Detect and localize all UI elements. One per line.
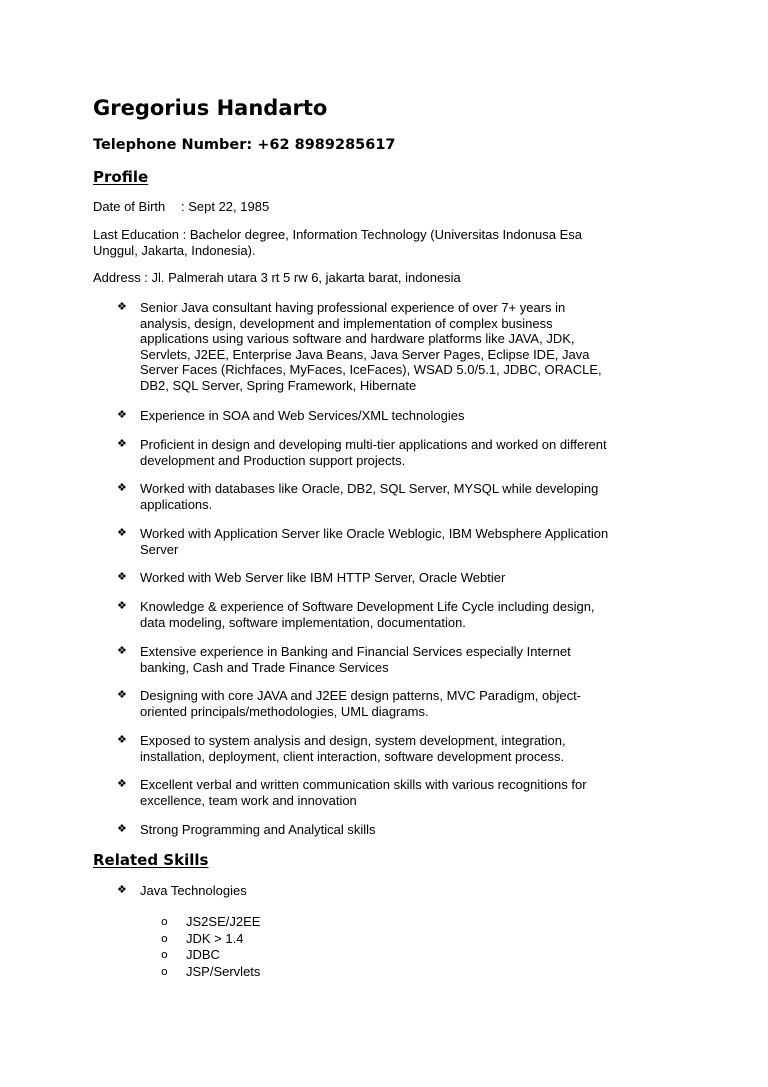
bullet-text-line: Proficient in design and developing multi-tier applications and worked on different (140, 437, 607, 452)
profile-bullet (117, 526, 675, 557)
bullet-text-line: Worked with Web Server like IBM HTTP Server, Oracle Webtier (140, 570, 506, 585)
diamond-bullet-icon: ❖ (117, 438, 127, 450)
diamond-bullet-icon: ❖ (117, 409, 127, 421)
bullet-text-line: Server (140, 541, 179, 557)
diamond-bullet-icon: ❖ (117, 600, 127, 612)
last-education (93, 227, 663, 259)
skill-item-label: JSP/Servlets (186, 964, 261, 980)
dob-value: : Sept 22, 1985 (181, 199, 270, 214)
date-of-birth (93, 199, 663, 215)
skill-item (161, 947, 486, 964)
skill-category-label: Java Technologies (140, 883, 247, 898)
diamond-bullet-icon: ❖ (117, 778, 127, 790)
bullet-text-line: excellence, team work and innovation (140, 792, 357, 808)
profile-bullet (117, 644, 675, 675)
diamond-bullet-icon: ❖ (117, 734, 127, 746)
bullet-text-line: Excellent verbal and written communication skills with various recognitions for (140, 777, 587, 792)
circle-bullet-icon: o (161, 915, 168, 928)
skill-item (161, 914, 486, 931)
skill-item-label: JDK > 1.4 (186, 930, 244, 946)
diamond-bullet-icon: ❖ (117, 527, 127, 539)
bullet-text-line: installation, deployment, client interaction, software development process. (140, 748, 565, 764)
profile-bullet (117, 408, 675, 424)
diamond-bullet-icon: ❖ (117, 823, 127, 835)
bullet-text-line: data modeling, software implementation, documentation. (140, 614, 466, 630)
profile-bullet (117, 570, 675, 586)
profile-bullet (117, 822, 675, 838)
circle-bullet-icon: o (161, 931, 168, 945)
diamond-bullet-icon: ❖ (117, 301, 127, 313)
bullet-text-line: applications using various software and hardware platforms like JAVA, JDK, (140, 331, 575, 346)
skill-item-label: JS2SE/J2EE (186, 914, 261, 929)
education-line-2: Unggul, Jakarta, Indonesia). (93, 243, 256, 258)
bullet-text-line: applications. (140, 496, 213, 512)
skill-category (117, 883, 675, 899)
circle-bullet-icon: o (161, 965, 168, 979)
bullet-text-line: development and Production support projects. (140, 452, 406, 468)
diamond-bullet-icon: ❖ (117, 482, 127, 494)
telephone-number: Telephone Number: +62 8989285617 (93, 137, 396, 153)
profile-bullet (117, 437, 675, 468)
bullet-text-line: Servlets, J2EE, Enterprise Java Beans, Java Server Pages, Eclipse IDE, Java (140, 346, 590, 362)
skill-item (161, 964, 486, 981)
bullet-text-line: Worked with Application Server like Oracle Weblogic, IBM Websphere Application (140, 526, 609, 541)
bullet-text-line: Knowledge & experience of Software Development Life Cycle including design, (140, 599, 595, 614)
profile-bullet (117, 688, 675, 719)
profile-bullet (117, 777, 675, 808)
profile-bullet (117, 599, 675, 630)
bullet-text-line: Extensive experience in Banking and Financial Services especially Internet (140, 644, 571, 659)
bullet-text-line: banking, Cash and Trade Finance Services (140, 659, 389, 675)
bullet-text-line: Worked with databases like Oracle, DB2, SQL Server, MYSQL while developing (140, 481, 599, 496)
education-line-1: Last Education : Bachelor degree, Information Technology (Universitas Indonusa Esa (93, 227, 582, 242)
bullet-text-line: DB2, SQL Server, Spring Framework, Hibernate (140, 377, 417, 393)
profile-bullet (117, 733, 675, 764)
bullet-text-line: analysis, design, development and implementation of complex business (140, 315, 553, 331)
profile-heading: Profile (93, 168, 149, 186)
bullet-text-line: Strong Programming and Analytical skills (140, 822, 376, 837)
circle-bullet-icon: o (161, 948, 168, 962)
profile-bullet (117, 481, 675, 512)
diamond-bullet-icon: ❖ (117, 884, 127, 896)
bullet-text-line: Experience in SOA and Web Services/XML technologies (140, 408, 465, 423)
diamond-bullet-icon: ❖ (117, 571, 127, 583)
bullet-text-line: oriented principals/methodologies, UML diagrams. (140, 703, 429, 719)
bullet-text-line: Exposed to system analysis and design, system development, integration, (140, 733, 566, 748)
bullet-text-line: Senior Java consultant having professional experience of over 7+ years in (140, 300, 566, 315)
profile-bullet (117, 300, 675, 393)
bullet-text-line: Designing with core JAVA and J2EE design patterns, MVC Paradigm, object- (140, 688, 582, 703)
skill-item-label: JDBC (186, 947, 220, 963)
dob-label: Date of Birth (93, 199, 166, 214)
bullet-text-line: Server Faces (Richfaces, MyFaces, IceFaces), WSAD 5.0/5.1, JDBC, ORACLE, (140, 362, 602, 377)
related-skills-heading: Related Skills (93, 851, 209, 869)
diamond-bullet-icon: ❖ (117, 645, 127, 657)
candidate-name: Gregorius Handarto (93, 96, 328, 120)
skill-item (161, 930, 486, 948)
address: Address : Jl. Palmerah utara 3 rt 5 rw 6, jakarta barat, indonesia (93, 270, 461, 285)
diamond-bullet-icon: ❖ (117, 689, 127, 701)
